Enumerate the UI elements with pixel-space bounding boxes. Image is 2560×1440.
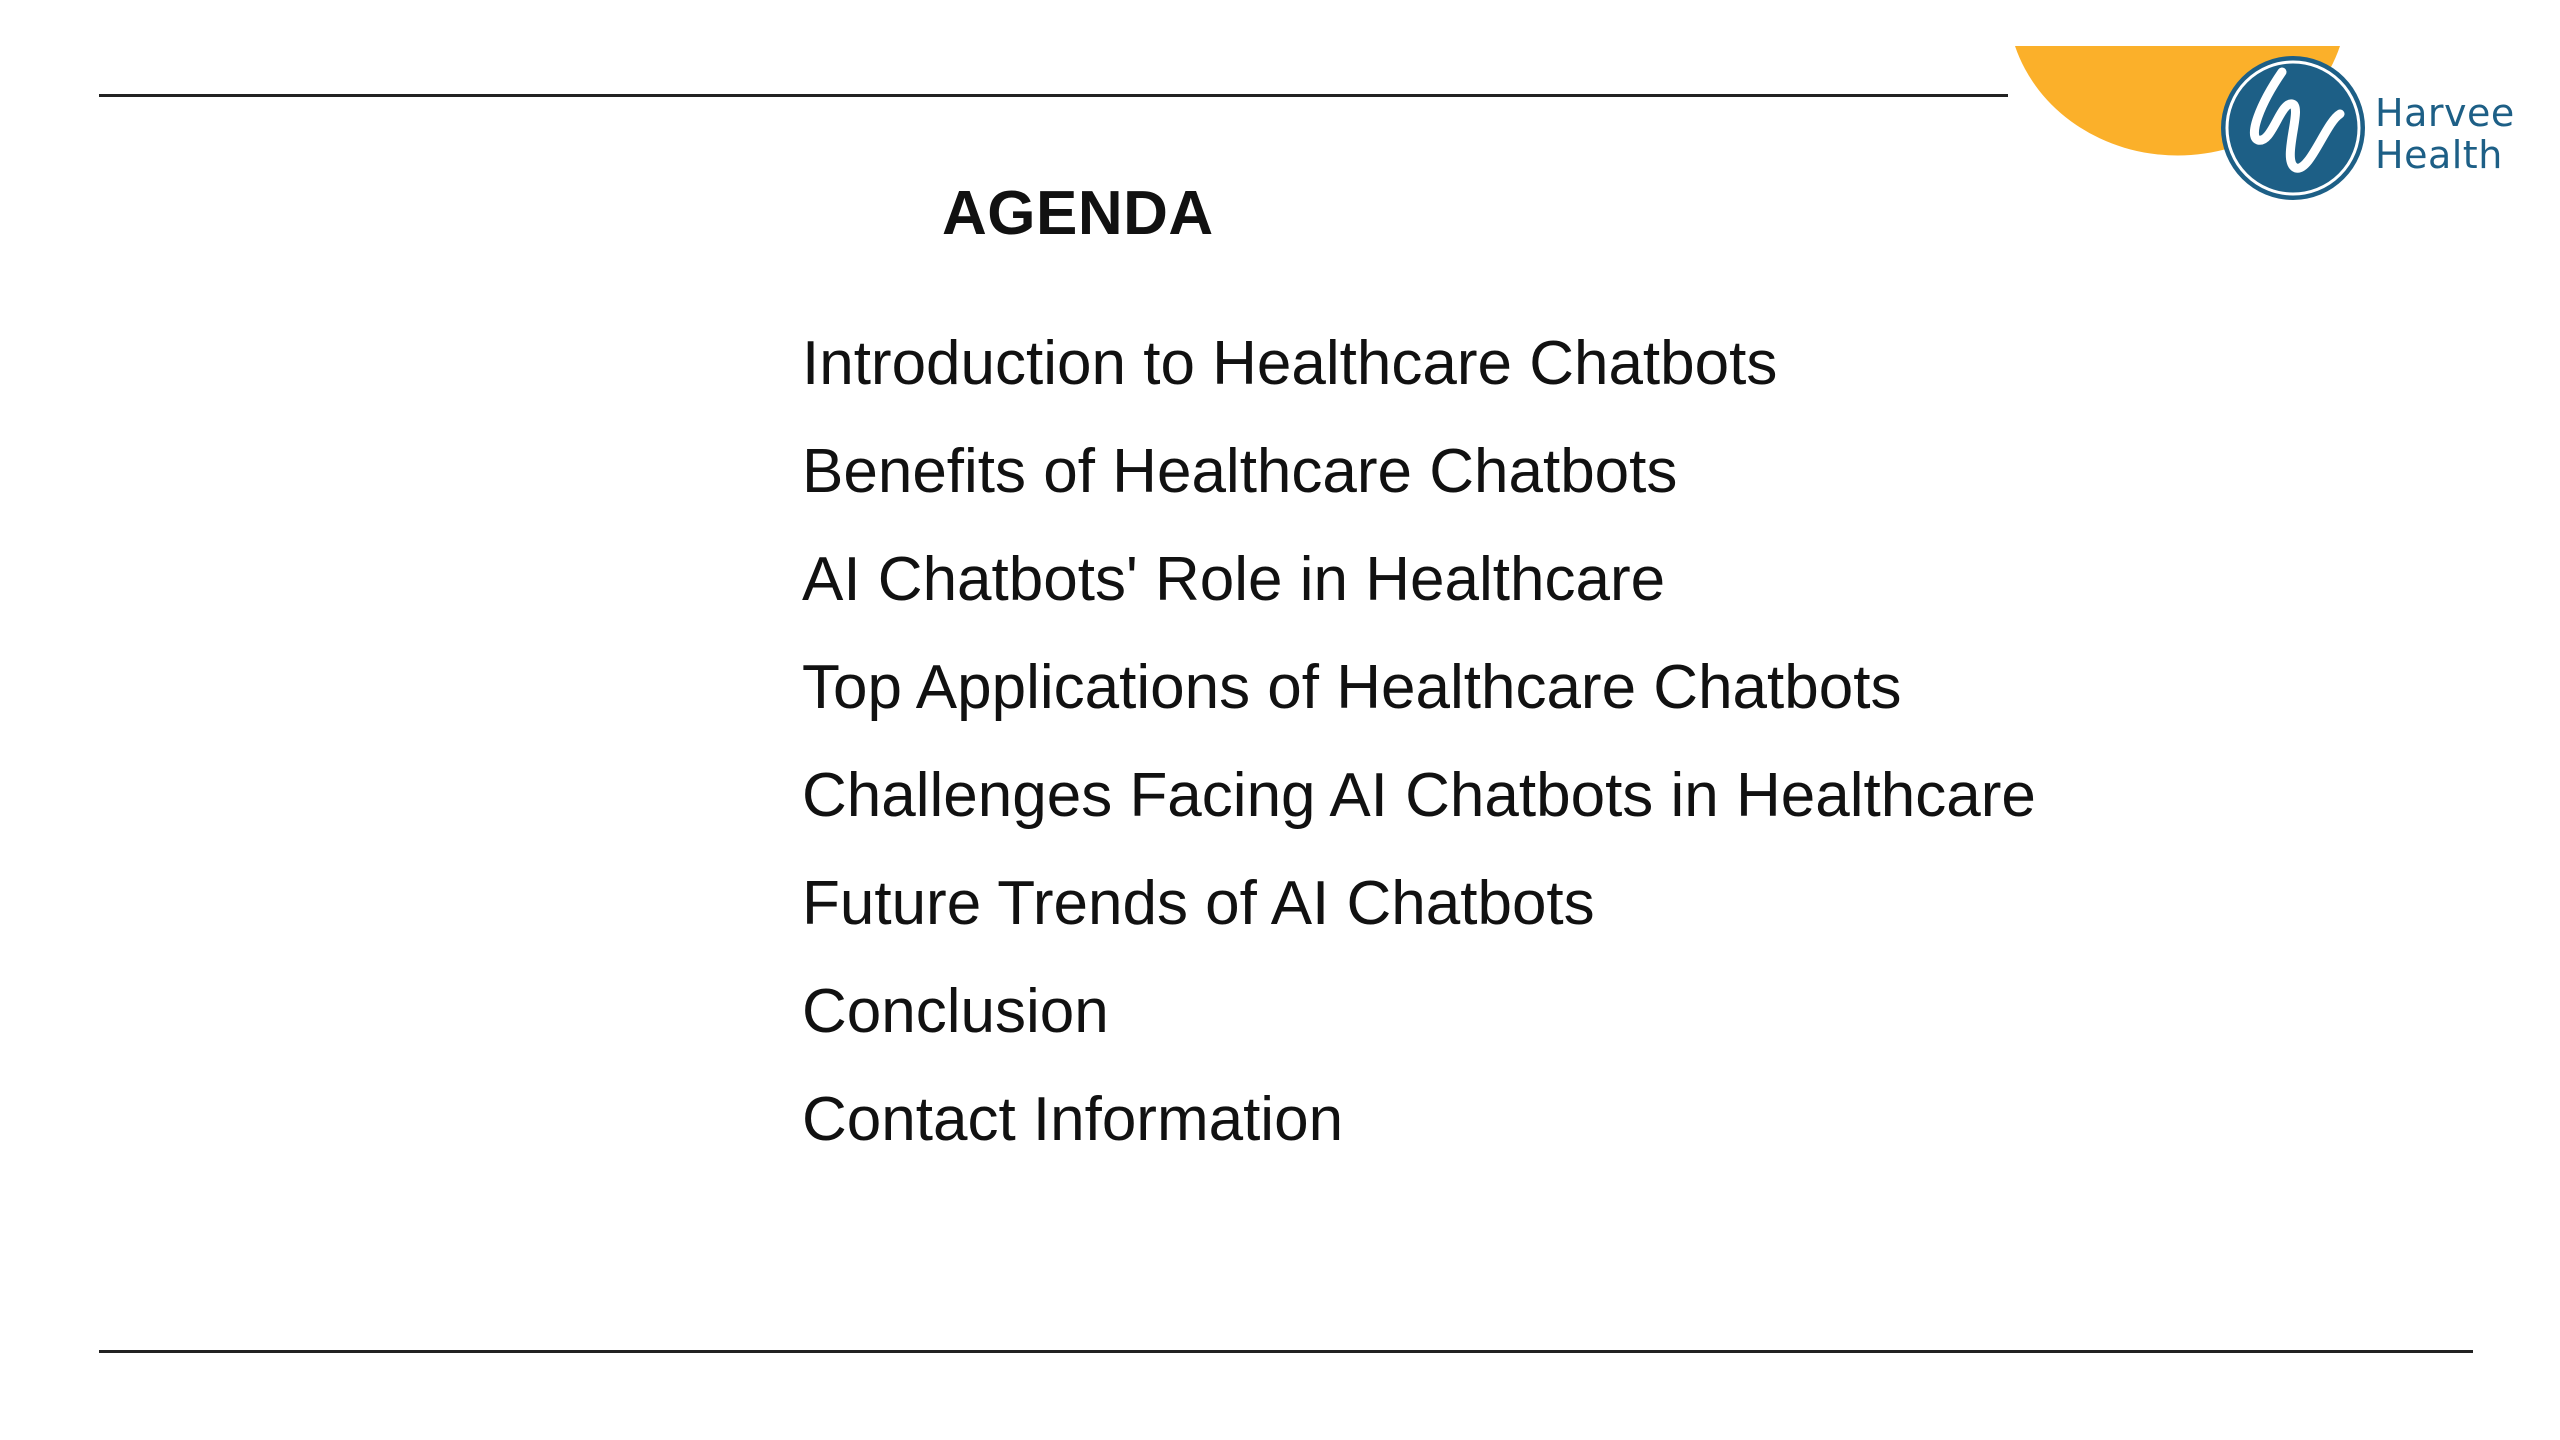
logo-text-line1: Harvee — [2375, 91, 2515, 135]
agenda-item: Conclusion — [802, 977, 1109, 1046]
agenda-item: AI Chatbots' Role in Healthcare — [802, 545, 1666, 614]
agenda-item: Challenges Facing AI Chatbots in Healthcare — [802, 761, 2036, 830]
agenda-item: Top Applications of Healthcare Chatbots — [802, 653, 1902, 722]
harvee-health-logo-icon — [2010, 44, 2370, 214]
agenda-item: Introduction to Healthcare Chatbots — [802, 329, 1778, 398]
page-title: AGENDA — [942, 179, 1214, 248]
logo — [2010, 44, 2530, 214]
agenda-item: Contact Information — [802, 1085, 1344, 1154]
agenda-list — [802, 310, 2036, 1174]
agenda-item: Benefits of Healthcare Chatbots — [802, 437, 1678, 506]
agenda-item: Future Trends of AI Chatbots — [802, 869, 1595, 938]
logo-text-line2: Health — [2375, 133, 2503, 177]
top-divider — [99, 94, 2008, 97]
logo-text — [2375, 92, 2515, 176]
bottom-divider — [99, 1350, 2473, 1353]
